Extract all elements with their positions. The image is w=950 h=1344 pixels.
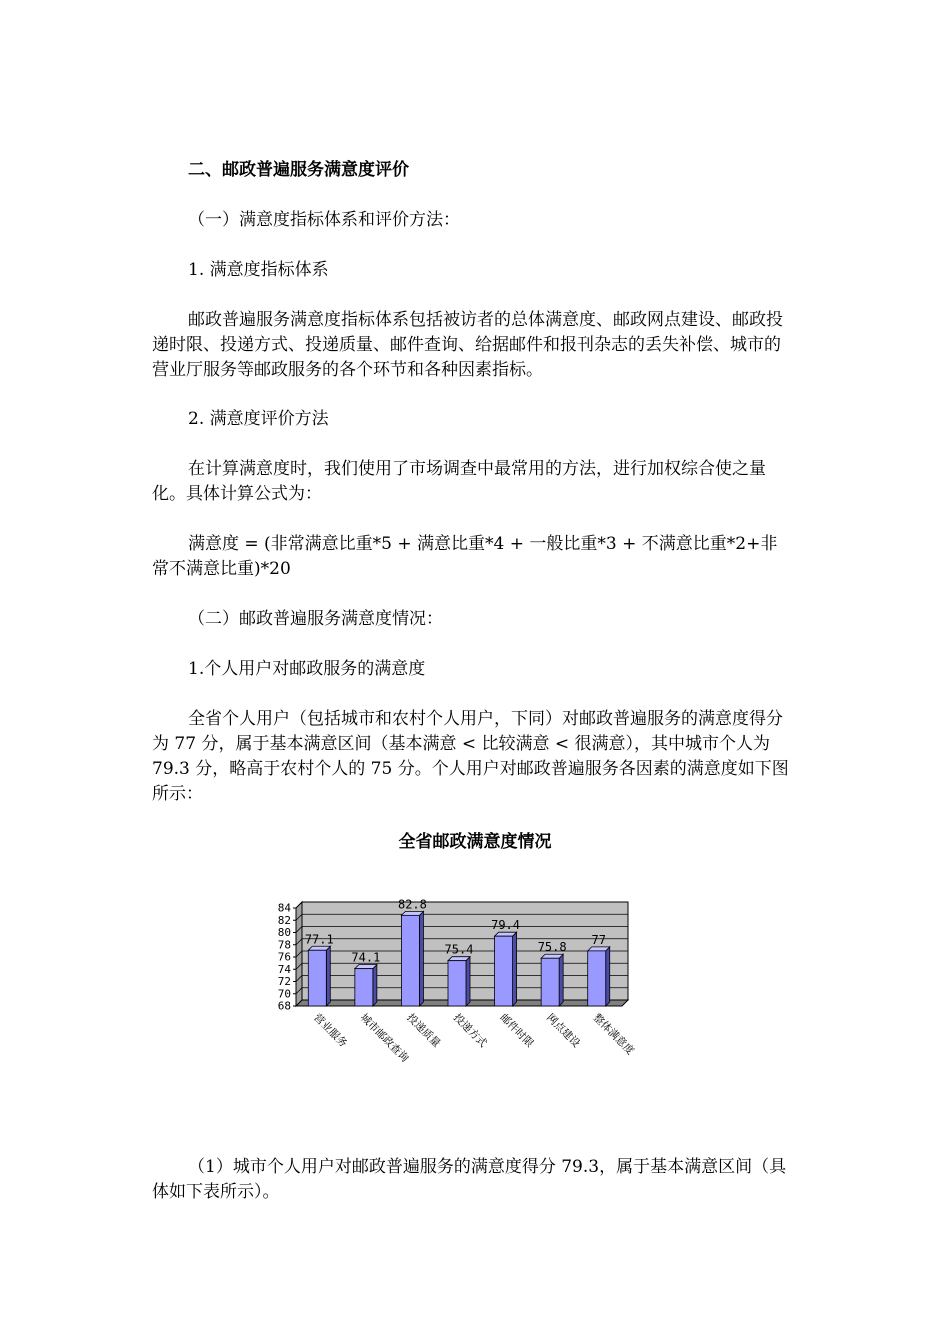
bar [355, 969, 373, 1006]
y-tick-label: 68 [277, 999, 291, 1013]
bar-side [419, 911, 423, 1006]
y-tick-label: 70 [277, 987, 291, 1001]
y-tick-label: 74 [277, 962, 291, 976]
data-label: 74.1 [351, 950, 381, 965]
data-label: 77 [591, 932, 606, 947]
satisfaction-bar-chart [266, 886, 666, 1096]
bar-top [541, 954, 563, 958]
bar [401, 915, 419, 1006]
paragraph-city-users: （1）城市个人用户对邮政普遍服务的满意度得分 79.3，属于基本满意区间（具体如下表所示）。 [152, 1157, 787, 1202]
x-tick-label: 投递质量 [404, 1011, 443, 1050]
bar-side [466, 957, 470, 1006]
bar-top [588, 947, 610, 951]
bar-top [308, 946, 330, 950]
x-tick-label: 邮件时限 [497, 1011, 536, 1050]
bar-side [559, 954, 563, 1006]
x-tick-label: 整体满意度 [590, 1011, 637, 1058]
data-label: 79.4 [491, 918, 521, 933]
data-label: 77.1 [304, 932, 334, 947]
y-tick-label: 72 [277, 975, 291, 988]
bar-top [495, 932, 517, 936]
data-label: 75.4 [444, 942, 474, 957]
bar [588, 951, 606, 1006]
y-tick-label: 84 [277, 901, 291, 915]
y-tick-label: 80 [277, 926, 291, 939]
x-tick-label: 营业服务 [311, 1011, 350, 1050]
bar-side [606, 947, 610, 1006]
item-title-2-1: 1.个人用户对邮政服务的满意度 [188, 659, 426, 679]
y-tick-label: 78 [277, 938, 291, 952]
section-heading: 二、邮政普遍服务满意度评价 [188, 160, 409, 180]
data-label: 75.8 [537, 940, 567, 955]
data-label: 82.8 [397, 897, 427, 912]
bar [448, 961, 466, 1006]
bar-side [513, 932, 517, 1006]
x-tick-label: 投递方式 [450, 1011, 490, 1050]
subsection-title-2: （二）邮政普遍服务满意度情况： [188, 609, 443, 629]
x-tick-label: 网点建设 [544, 1011, 583, 1050]
bar [495, 936, 513, 1006]
paragraph-method: 在计算满意度时，我们使用了市场调查中最常用的方法，进行加权综合使之量化。具体计算公式为： [152, 459, 766, 504]
x-tick-label: 城市邮政查询 [357, 1011, 411, 1065]
paragraph-personal-users: 全省个人用户（包括城市和农村个人用户，下同）对邮政普遍服务的满意度得分为 77 分，属于基本满意区间（基本满意 < 比较满意 < 很满意），其中城市个人为 79.3 分，略高于农村个人的 75 分。个人用户对邮政普遍服务各因素的满意度如下图所示： [152, 709, 789, 804]
bar [308, 950, 326, 1006]
chart-title: 全省邮政满意度情况 [398, 832, 552, 852]
bar-side [373, 965, 377, 1006]
item-title-1-1: 1. 满意度指标体系 [188, 260, 329, 280]
bar [541, 958, 559, 1006]
item-title-1-2: 2. 满意度评价方法 [188, 409, 329, 429]
paragraph-index-system: 邮政普遍服务满意度指标体系包括被访者的总体满意度、邮政网点建设、邮政投递时限、投递方式、投递质量、邮件查询、给据邮件和报刊杂志的丢失补偿、城市的营业厅服务等邮政服务的各个环节和各种因素指标。 [152, 310, 783, 380]
bar-top [355, 965, 377, 969]
bar-top [448, 957, 470, 961]
y-tick-label: 76 [277, 950, 291, 964]
subsection-title-1: （一）满意度指标体系和评价方法： [188, 210, 460, 230]
bar-side [326, 946, 330, 1006]
formula: 满意度 = (非常满意比重*5 + 满意比重*4 + 一般比重*3 + 不满意比重*2+非常不满意比重)*20 [152, 534, 778, 579]
y-tick-label: 82 [277, 913, 291, 927]
bar-top [401, 911, 423, 915]
